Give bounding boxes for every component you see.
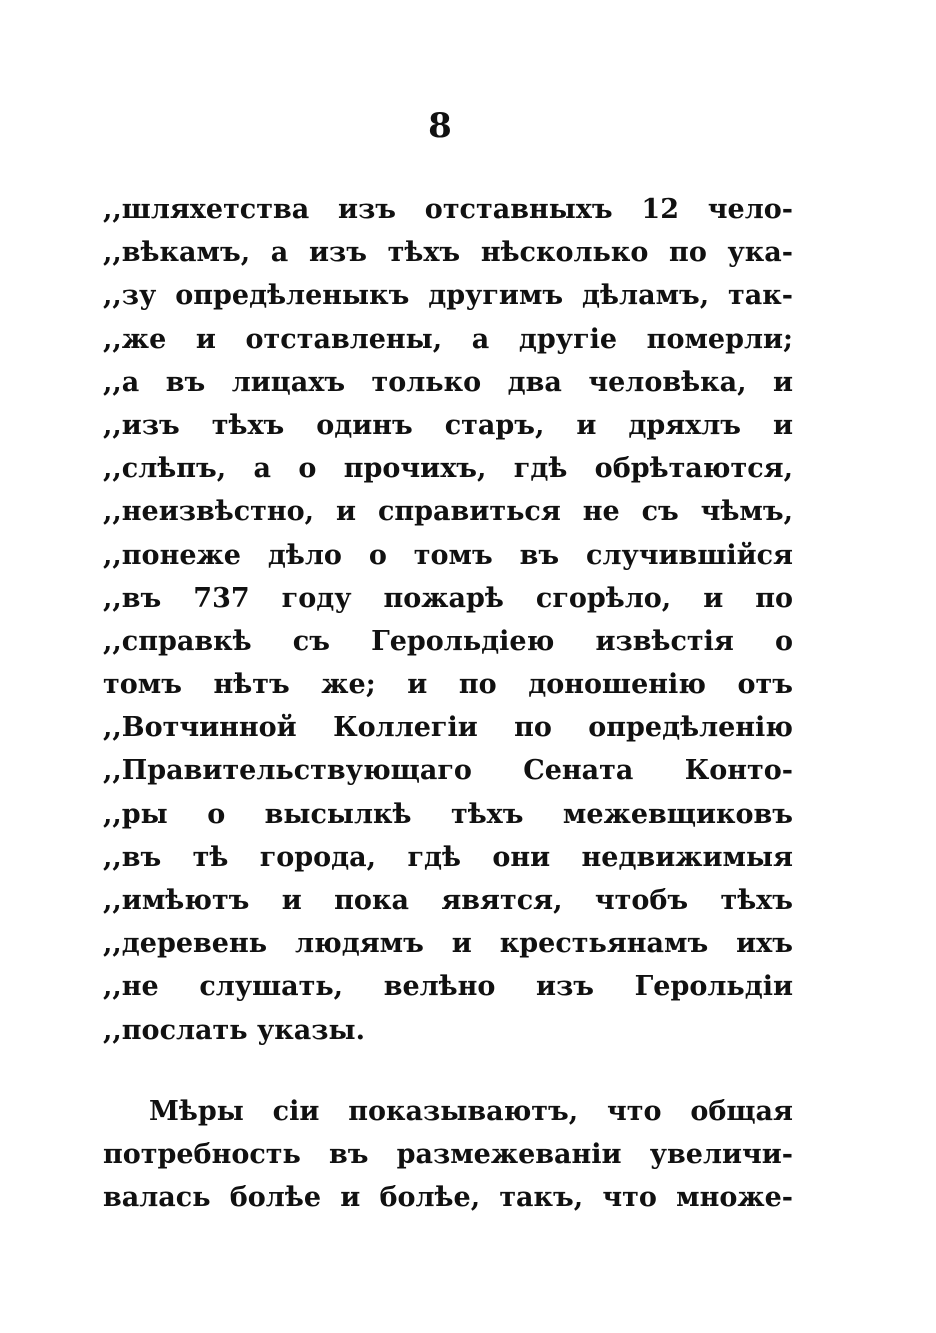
page-number: 8 <box>428 106 452 146</box>
text-line: ,,не слушать, велѣно изъ Герольдіи <box>103 971 793 1003</box>
text-line: ,,справкѣ съ Герольдіею извѣстія о <box>103 625 793 657</box>
text-line: ,,въ 737 году пожарѣ сгорѣло, и по <box>103 582 793 614</box>
text-line: ,,деревень людямъ и крестьянамъ ихъ <box>103 928 793 960</box>
text-line: ,,слѣпъ, а о прочихъ, гдѣ обрѣтаются, <box>103 453 793 485</box>
text-line: ,,имѣютъ и пока явятся, чтобъ тѣхъ <box>103 885 793 916</box>
text-line: томъ нѣтъ же; и по доношенію отъ <box>103 669 793 701</box>
text-line: ,,а въ лицахъ только два человѣка, и <box>103 366 793 398</box>
text-line: ,,Правительствующаго Сената Конто- <box>103 755 793 787</box>
text-line: ,,шляхетства изъ отставныхъ 12 чело- <box>103 194 793 225</box>
text-line: ,,послать указы. <box>103 1014 365 1046</box>
quoted-text-block <box>103 188 793 1052</box>
text-line: ,,въ тѣ города, гдѣ они недвижимыя <box>103 841 793 873</box>
text-line: ,,же и отставлены, а другіе померли; <box>103 323 793 355</box>
text-line: валась болѣе и болѣе, такъ, что множе- <box>103 1182 793 1214</box>
text-line: потребность въ размежеваніи увеличи- <box>103 1139 793 1171</box>
text-line: ,,изъ тѣхъ одинъ старъ, и дряхлъ и <box>103 409 793 441</box>
text-line: ,,ры о высылкѣ тѣхъ межевщиковъ <box>103 798 793 830</box>
text-line: ,,зу опредѣленыкъ другимъ дѣламъ, так- <box>103 280 793 312</box>
text-line: Мѣры сіи показываютъ, что общая <box>149 1096 793 1127</box>
text-line: ,,неизвѣстно, и справиться не съ чѣмъ, <box>103 496 793 528</box>
text-line: ,,Вотчинной Коллегіи по опредѣленію <box>103 712 793 744</box>
text-line: ,,понеже дѣло о томъ въ случившійся <box>103 539 793 571</box>
text-line: ,,вѣкамъ, а изъ тѣхъ нѣсколько по ука- <box>103 237 793 269</box>
body-paragraph <box>103 1090 793 1220</box>
